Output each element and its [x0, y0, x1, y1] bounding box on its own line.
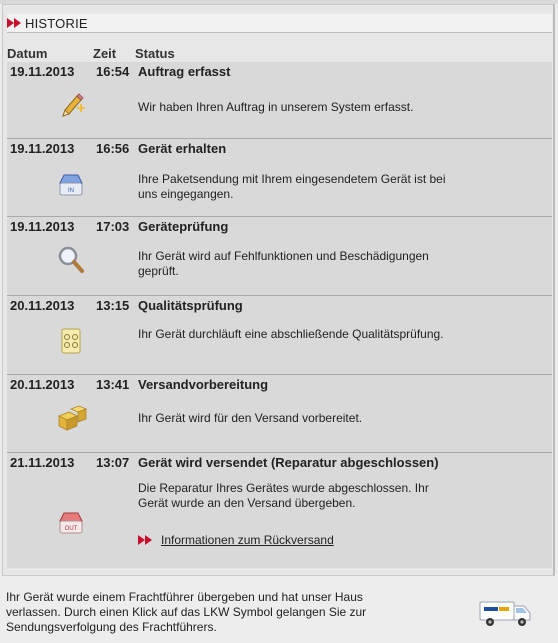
entry-date: 19.11.2013	[10, 141, 75, 156]
entry-status: Gerät erhalten	[138, 141, 227, 156]
column-headers	[3, 46, 556, 62]
entry-date: 19.11.2013	[10, 219, 75, 234]
entry-time: 13:07	[96, 455, 130, 470]
column-status: Status	[135, 46, 175, 61]
entry-description: Ihr Gerät wird für den Versand vorbereitet.	[138, 411, 363, 425]
entry-time: 16:54	[96, 64, 130, 79]
checklist-icon	[55, 326, 87, 356]
entry-description: Wir haben Ihren Auftrag in unserem System erfasst.	[138, 100, 414, 114]
entry-date: 21.11.2013	[10, 455, 75, 470]
entry-description: Ihre Paketsendung mit Ihrem eingesendetem Gerät ist bei uns eingegangen.	[138, 172, 446, 201]
history-title: HISTORIE	[25, 15, 88, 31]
history-entries	[7, 62, 552, 568]
entry-time: 17:03	[96, 219, 130, 234]
entry-status: Auftrag erfasst	[138, 64, 231, 79]
history-entry	[7, 375, 552, 453]
history-entry	[7, 296, 552, 375]
entry-date: 20.11.2013	[10, 298, 75, 313]
footer-text: Ihr Gerät wurde einem Frachtführer übergeben und hat unser Haus verlassen. Durch einen Klick auf das LKW Symbol gelangen Sie zur Sendungsverfolgung des Frachtführers.	[6, 590, 367, 634]
history-entry	[7, 62, 552, 139]
column-time: Zeit	[93, 46, 117, 61]
column-date: Datum	[7, 46, 48, 61]
entry-date: 19.11.2013	[10, 64, 75, 79]
delivery-truck-icon[interactable]	[478, 596, 534, 630]
entry-time: 13:41	[96, 377, 130, 392]
footer	[0, 582, 558, 643]
entry-status: Qualitätsprüfung	[138, 298, 243, 313]
entry-description: Ihr Gerät wird auf Fehlfunktionen und Beschädigungen geprüft.	[138, 249, 429, 278]
entry-date: 20.11.2013	[10, 377, 75, 392]
entry-status: Geräteprüfung	[138, 219, 229, 234]
inbox-label: IN	[68, 188, 74, 194]
double-arrow-icon	[138, 535, 152, 545]
entry-time: 13:15	[96, 298, 130, 313]
outbox-label: OUT	[64, 526, 78, 532]
history-entry	[7, 139, 552, 217]
packages-icon	[55, 402, 87, 432]
return-info-link[interactable]: Informationen zum Rückversand	[161, 533, 334, 547]
outbox-out-icon	[55, 507, 87, 537]
history-entry	[7, 453, 552, 568]
history-panel	[2, 4, 555, 576]
magnifier-icon	[55, 244, 87, 274]
entry-description: Die Reparatur Ihres Gerätes wurde abgeschlossen. Ihr Gerät wurde an den Versand übergeben.	[138, 481, 429, 510]
entry-description: Ihr Gerät durchläuft eine abschließende Qualitätsprüfung.	[138, 327, 444, 341]
entry-status: Gerät wird versendet (Reparatur abgeschlossen)	[138, 455, 439, 470]
pencil-add-icon	[55, 90, 87, 120]
return-info-link-row[interactable]	[138, 533, 334, 547]
entry-time: 16:56	[96, 141, 130, 156]
history-header	[7, 14, 552, 33]
entry-status: Versandvorbereitung	[138, 377, 269, 392]
history-entry	[7, 217, 552, 296]
inbox-in-icon	[55, 169, 87, 199]
double-arrow-icon	[7, 18, 21, 28]
